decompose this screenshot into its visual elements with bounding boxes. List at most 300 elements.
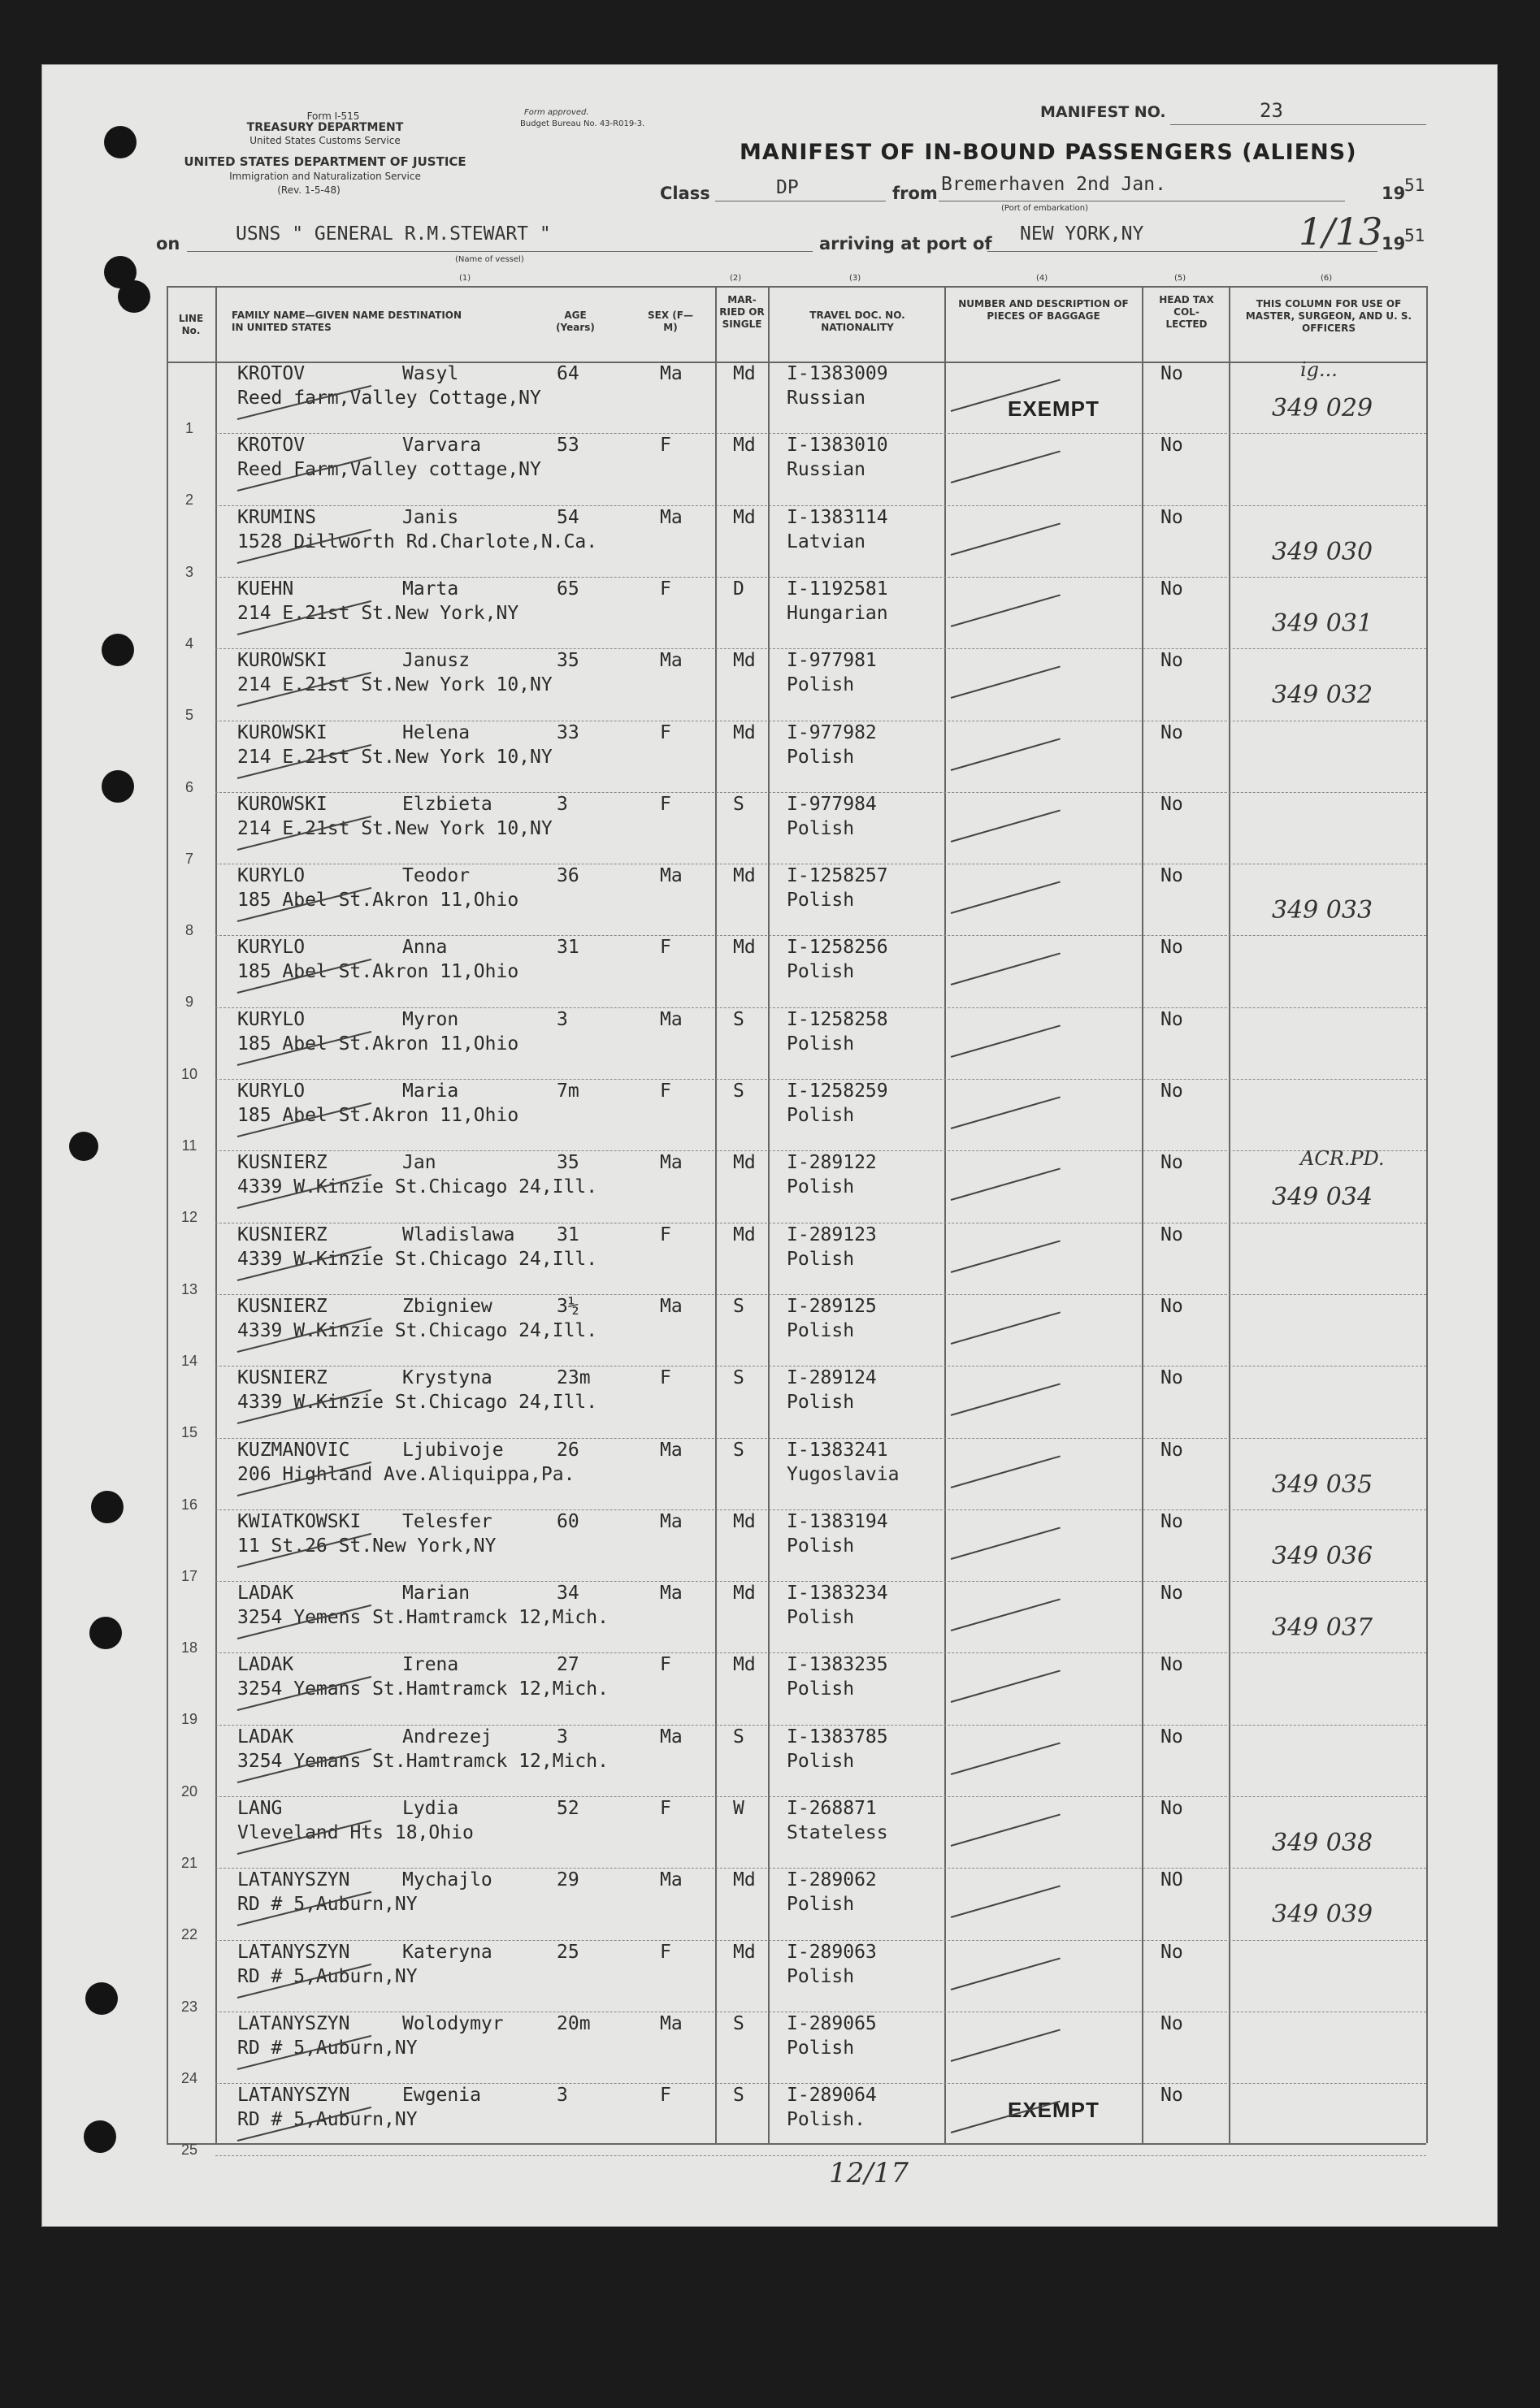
family-name: KUSNIERZ [237,1152,328,1174]
destination: 4339 W.Kinzie St.Chicago 24,Ill. [237,1248,598,1270]
row-divider [215,792,1426,793]
head-tax: No [1160,1726,1183,1748]
officer-annotation: 349 033 [1272,896,1373,925]
line-number: 1 [184,420,193,436]
sex: F [660,1941,671,1963]
nationality: Polish [787,1392,855,1414]
head-tax: No [1160,1798,1183,1819]
destination: 3254 Yemens St.Hamtramck 12,Mich. [237,1607,609,1629]
row-divider [215,1509,1426,1510]
given-name: Helena [402,721,471,743]
age: 23m [557,1367,591,1389]
age: 29 [557,1869,579,1891]
col-header-name: FAMILY NAME—GIVEN NAME DESTINATION IN UNITED STATES [232,310,462,333]
from-label: from [892,184,938,203]
sex: F [660,937,671,959]
family-name: KRUMINS [237,506,316,528]
officer-annotation: 349 038 [1272,1829,1373,1857]
travel-doc-no: I-289063 [787,1941,877,1963]
head-tax: No [1160,1081,1183,1102]
travel-doc-no: I-1383194 [787,1510,888,1532]
sex: Ma [660,650,683,672]
nationality: Polish [787,1176,855,1198]
colnum-1: (1) [459,274,471,283]
travel-doc-no: I-289123 [787,1223,877,1245]
head-tax: No [1160,578,1183,600]
year-prefix-2: 19 [1382,234,1406,253]
marital-status: S [733,1081,744,1102]
head-tax: No [1160,1152,1183,1174]
nationality: Polish [787,1033,855,1055]
nationality: Polish [787,1965,855,1987]
sex: Ma [660,865,683,887]
line-number: 10 [180,1065,198,1082]
given-name: Myron [402,1008,459,1030]
class-label: Class [660,184,710,203]
sex: Ma [660,506,683,528]
officer-annotation-top: ig... [1300,358,1338,381]
family-name: KROTOV [237,363,306,384]
line-number: 7 [184,850,193,867]
head-tax: No [1160,1223,1183,1245]
marital-status: Md [733,1869,756,1891]
sex: Ma [660,1510,683,1532]
nationality: Polish [787,1535,855,1557]
age: 52 [557,1798,579,1819]
line-number: 12 [180,1209,198,1226]
family-name: KURYLO [237,937,306,959]
travel-doc-no: I-1383114 [787,506,888,528]
col-header-tax: HEAD TAX COL- LECTED [1159,294,1214,330]
marital-status: Md [733,435,756,457]
marital-status: S [733,793,744,815]
family-name: LATANYSZYN [237,1869,350,1891]
marital-status: S [733,1726,744,1748]
sex: F [660,793,671,815]
head-tax: No [1160,650,1183,672]
line-number: 25 [180,2142,198,2159]
nationality: Polish [787,1248,855,1270]
col-header-line: LINE No. [178,313,204,336]
head-tax: No [1160,435,1183,457]
marital-status: Md [733,506,756,528]
age: 3 [557,1726,568,1748]
sex: Ma [660,1726,683,1748]
customs-service: United States Customs Service [249,135,401,146]
officer-annotation: 349 037 [1272,1613,1373,1643]
punch-hole [85,1982,118,2015]
travel-doc-no: I-1383785 [787,1726,888,1748]
nationality: Russian [787,388,865,409]
destination: RD # 5,Auburn,NY [237,2037,418,2059]
given-name: Lydia [402,1798,459,1819]
sex: Ma [660,363,683,384]
line-number: 23 [180,1998,198,2015]
head-tax: No [1160,506,1183,528]
line-number: 4 [184,634,193,652]
destination: 3254 Yemans St.Hamtramck 12,Mich. [237,1678,609,1700]
exempt-stamp-bottom: EXEMPT [1008,2098,1100,2122]
arrival-date-handwritten: 1/13 [1299,210,1383,253]
given-name: Anna [402,937,448,959]
travel-doc-no: I-977982 [787,721,877,743]
marital-status: W [733,1798,744,1819]
travel-doc-no: I-1383234 [787,1583,888,1605]
destination: RD # 5,Auburn,NY [237,2109,418,2131]
marital-status: Md [733,721,756,743]
family-name: LADAK [237,1654,294,1676]
row-divider [215,1438,1426,1439]
age: 35 [557,1152,579,1174]
head-tax: No [1160,1654,1183,1676]
col-header-baggage: NUMBER AND DESCRIPTION OF PIECES OF BAGGAGE [958,298,1129,322]
family-name: LADAK [237,1726,294,1748]
family-name: KURYLO [237,1081,306,1102]
nationality: Polish [787,1894,855,1916]
given-name: Andrezej [402,1726,492,1748]
head-tax: No [1160,1941,1183,1963]
destination: 185 Abel St.Akron 11,Ohio [237,1033,519,1055]
age: 20m [557,2012,591,2034]
form-revision: (Rev. 1-5-48) [277,184,341,196]
age: 33 [557,721,579,743]
given-name: Telesfer [402,1510,492,1532]
head-tax: No [1160,1583,1183,1605]
head-tax: No [1160,865,1183,887]
punch-hole [89,1617,122,1649]
marital-status: Md [733,865,756,887]
sex: F [660,1367,671,1389]
row-divider [215,1150,1426,1151]
travel-doc-no: I-289065 [787,2012,877,2034]
given-name: Varvara [402,435,481,457]
line-number: 13 [180,1280,198,1297]
sex: F [660,1654,671,1676]
sex: Ma [660,1869,683,1891]
line-number: 11 [181,1137,197,1154]
marital-status: Md [733,1152,756,1174]
colnum-tax: (5) [1174,274,1186,283]
travel-doc-no: I-977981 [787,650,877,672]
age: 27 [557,1654,579,1676]
destination: 185 Abel St.Akron 11,Ohio [237,890,519,912]
destination: 214 E.21st St.New York 10,NY [237,746,553,768]
nationality: Polish [787,1750,855,1772]
head-tax: No [1160,937,1183,959]
nationality: Polish [787,890,855,912]
destination: 214 E.21st St.New York 10,NY [237,817,553,839]
family-name: KROTOV [237,435,306,457]
marital-status: S [733,1367,744,1389]
col-divider [1426,286,1428,2143]
sex: Ma [660,1295,683,1317]
officer-annotation: 349 039 [1272,1900,1373,1929]
nationality: Polish [787,2037,855,2059]
line-number: 17 [180,1567,198,1584]
embarkation-note: (Port of embarkation) [1001,204,1089,213]
age: 34 [557,1583,579,1605]
col-header-age: AGE (Years) [556,310,595,333]
row-divider [215,1581,1426,1582]
given-name: Janis [402,506,459,528]
head-tax: NO [1160,1869,1183,1891]
budget-bureau: Budget Bureau No. 43-R019-3. [520,119,645,128]
given-name: Wolodymyr [402,2012,504,2034]
head-tax: No [1160,793,1183,815]
destination: RD # 5,Auburn,NY [237,1965,418,1987]
given-name: Teodor [402,865,471,887]
family-name: LATANYSZYN [237,2085,350,2107]
col-divider [715,286,717,2143]
vessel-note: (Name of vessel) [455,255,524,264]
family-name: LADAK [237,1583,294,1605]
destination: 214 E.21st St.New York,NY [237,602,519,624]
manifest-no-label: MANIFEST NO. [1040,103,1166,121]
destination: 4339 W.Kinzie St.Chicago 24,Ill. [237,1392,598,1414]
line-number: 21 [180,1855,198,1871]
manifest-title: MANIFEST OF IN-BOUND PASSENGERS (ALIENS) [740,140,1357,165]
nationality: Polish [787,1607,855,1629]
travel-doc-no: I-1192581 [787,578,888,600]
punch-hole [91,1491,124,1523]
marital-status: Md [733,650,756,672]
age: 60 [557,1510,579,1532]
sex: F [660,721,671,743]
row-divider [215,577,1426,578]
row-divider [215,1294,1426,1295]
officer-annotation: 349 034 [1272,1183,1373,1212]
row-divider [215,935,1426,936]
family-name: KUSNIERZ [237,1295,328,1317]
line-number: 14 [180,1352,198,1369]
row-divider [215,648,1426,649]
table-bottom-border [167,2143,1426,2145]
marital-status: Md [733,363,756,384]
col-divider [1229,286,1230,2143]
head-tax: No [1160,1295,1183,1317]
given-name: Zbigniew [402,1295,492,1317]
travel-doc-no: I-1258256 [787,937,888,959]
family-name: KUROWSKI [237,793,328,815]
manifest-no-line [1170,124,1426,125]
family-name: KWIATKOWSKI [237,1510,362,1532]
age: 54 [557,506,579,528]
age: 26 [557,1439,579,1461]
family-name: KUSNIERZ [237,1223,328,1245]
form-number: Form I-515 [306,110,360,122]
travel-doc-no: I-1258257 [787,865,888,887]
sex: Ma [660,1008,683,1030]
given-name: Jan [402,1152,436,1174]
age: 3 [557,1008,568,1030]
sex: Ma [660,1152,683,1174]
given-name: Marta [402,578,459,600]
marital-status: Md [733,1583,756,1605]
col-header-married: MAR- RIED OR SINGLE [719,294,765,330]
head-tax: No [1160,721,1183,743]
age: 7m [557,1081,579,1102]
given-name: Elzbieta [402,793,492,815]
family-name: KUROWSKI [237,721,328,743]
family-name: LATANYSZYN [237,2012,350,2034]
col-header-doc: TRAVEL DOC. NO. NATIONALITY [809,310,905,333]
officer-annotation: 349 030 [1272,537,1373,566]
sex: Ma [660,1439,683,1461]
line-number: 20 [180,1782,198,1800]
nationality: Polish [787,1678,855,1700]
nationality: Polish [787,1319,855,1341]
punch-hole [118,280,150,313]
nationality: Polish [787,674,855,696]
head-tax: No [1160,1008,1183,1030]
line-number: 3 [184,563,193,580]
nationality: Latvian [787,531,865,552]
head-tax: No [1160,1510,1183,1532]
age: 53 [557,435,579,457]
officer-annotation: 349 036 [1272,1541,1373,1570]
line-number: 15 [180,1424,198,1441]
age: 31 [557,1223,579,1245]
family-name: KUROWSKI [237,650,328,672]
officer-annotation: 349 031 [1272,608,1373,638]
marital-status: S [733,1008,744,1030]
destination: 206 Highland Ave.Aliquippa,Pa. [237,1463,575,1485]
officer-annotation: 349 032 [1272,681,1373,710]
marital-status: S [733,1295,744,1317]
destination: 185 Abel St.Akron 11,Ohio [237,961,519,983]
line-number: 5 [184,707,193,724]
given-name: Ewgenia [402,2085,481,2107]
line-number: 19 [180,1711,198,1728]
travel-doc-no: I-289062 [787,1869,877,1891]
family-name: KUSNIERZ [237,1367,328,1389]
age: 3½ [557,1295,579,1317]
nationality: Polish [787,746,855,768]
travel-doc-no: I-289124 [787,1367,877,1389]
col-divider [215,286,217,2143]
officer-annotation: 349 035 [1272,1470,1373,1499]
row-divider [215,1007,1426,1008]
given-name: Maria [402,1081,459,1102]
sex: F [660,2085,671,2107]
travel-doc-no: I-289122 [787,1152,877,1174]
marital-status: Md [733,1654,756,1676]
age: 3 [557,793,568,815]
from-value: Bremerhaven 2nd Jan. [941,174,1166,195]
marital-status: Md [733,937,756,959]
age: 31 [557,937,579,959]
line-number: 24 [180,2069,198,2086]
form-approved: Form approved. [524,108,589,117]
age: 35 [557,650,579,672]
row-divider [215,1940,1426,1941]
family-name: LATANYSZYN [237,1941,350,1963]
nationality: Hungarian [787,602,888,624]
head-tax: No [1160,1439,1183,1461]
age: 25 [557,1941,579,1963]
line-number: 18 [180,1639,198,1657]
marital-status: S [733,2012,744,2034]
age: 64 [557,363,579,384]
sex: F [660,1223,671,1245]
table-top-border [167,286,1426,288]
given-name: Marian [402,1583,471,1605]
punch-hole [69,1132,98,1161]
head-tax: No [1160,363,1183,384]
given-name: Ljubivoje [402,1439,504,1461]
travel-doc-no: I-289064 [787,2085,877,2107]
given-name: Kateryna [402,1941,492,1963]
age: 36 [557,865,579,887]
punch-hole [102,770,134,803]
nationality: Polish [787,817,855,839]
travel-doc-no: I-289125 [787,1295,877,1317]
treasury-dept: TREASURY DEPARTMENT [246,121,404,134]
travel-doc-no: I-268871 [787,1798,877,1819]
given-name: Wasyl [402,363,459,384]
col-divider [768,286,770,2143]
row-divider [215,2155,1426,2156]
given-name: Irena [402,1654,459,1676]
line-number: 16 [180,1496,198,1513]
punch-hole [84,2120,116,2153]
sex: F [660,578,671,600]
marital-status: D [733,578,744,600]
class-value: DP [776,177,799,198]
exempt-stamp-top: EXEMPT [1008,396,1100,421]
marital-status: Md [733,1941,756,1963]
family-name: KURYLO [237,1008,306,1030]
nationality: Polish. [787,2109,865,2131]
row-divider [215,1725,1426,1726]
sex: F [660,435,671,457]
travel-doc-no: I-1383241 [787,1439,888,1461]
head-tax: No [1160,2012,1183,2034]
nationality: Polish [787,1105,855,1126]
line-number: 22 [180,1926,198,1943]
age: 3 [557,2085,568,2107]
nationality: Russian [787,459,865,481]
head-tax: No [1160,1367,1183,1389]
destination: 3254 Yemans St.Hamtramck 12,Mich. [237,1750,609,1772]
colnum-baggage: (4) [1036,274,1048,283]
travel-doc-no: I-1258259 [787,1081,888,1102]
given-name: Janusz [402,650,471,672]
destination: 214 E.21st St.New York 10,NY [237,674,553,696]
sex: Ma [660,1583,683,1605]
line-number: 2 [184,492,193,509]
row-divider [215,1652,1426,1653]
punch-hole [104,126,137,158]
year-suffix: 51 [1404,175,1425,195]
col-header-officers: THIS COLUMN FOR USE OF MASTER, SURGEON, AND U. S. OFFICERS [1245,298,1412,334]
year-suffix-2: 51 [1404,226,1425,245]
arrival-port: NEW YORK,NY [1020,223,1144,245]
row-divider [215,1868,1426,1869]
given-name: Krystyna [402,1367,492,1389]
family-name: KURYLO [237,865,306,887]
col-divider [167,286,168,2143]
destination: 4339 W.Kinzie St.Chicago 24,Ill. [237,1319,598,1341]
destination: Reed Farm,Valley cottage,NY [237,459,541,481]
line-number: 6 [184,778,193,795]
vessel-name: USNS " GENERAL R.M.STEWART " [236,223,551,245]
colnum-doc: (3) [849,274,861,283]
family-name: KUZMANOVIC [237,1439,350,1461]
on-label: on [156,234,180,253]
vessel-line [187,251,813,252]
destination: Vleveland Hts 18,Ohio [237,1822,474,1843]
